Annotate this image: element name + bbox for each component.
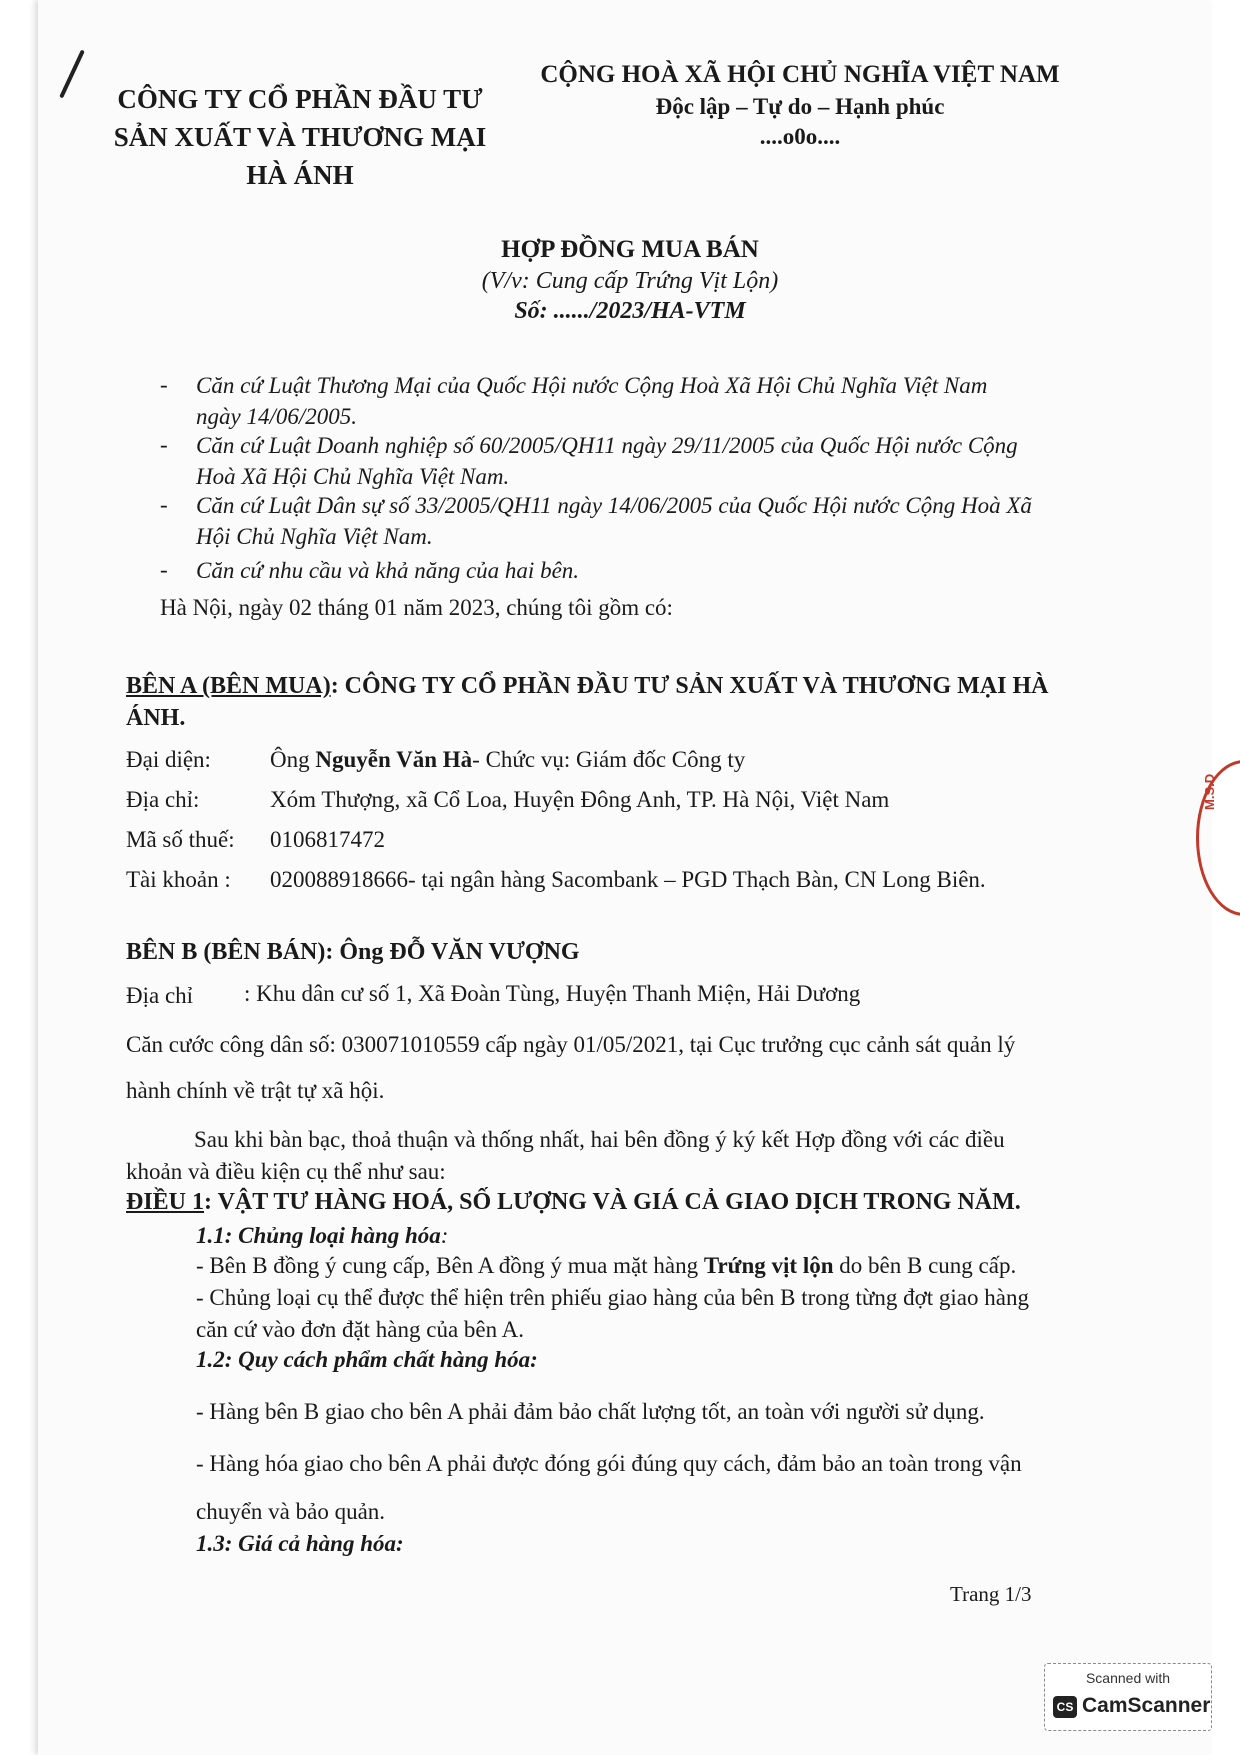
- subsection-1-2-heading: 1.2: Quy cách phẩm chất hàng hóa:: [196, 1347, 538, 1372]
- party-a-name-continued: ÁNH.: [126, 705, 186, 731]
- watermark-caption: Scanned with: [1085, 1670, 1171, 1686]
- company-header: [100, 80, 500, 194]
- page-number: Trang 1/3: [950, 1582, 1032, 1606]
- rep-position: - Chức vụ: Giám đốc Công ty: [472, 747, 746, 772]
- national-ornament: ....o0o....: [759, 124, 841, 149]
- party-b-heading: BÊN B (BÊN BÁN): Ông ĐỖ VĂN VƯỢNG: [126, 939, 580, 965]
- party-a-representative: [270, 744, 1150, 776]
- company-stamp-text: M.S.D: [1202, 773, 1217, 810]
- camscanner-watermark: [1044, 1663, 1212, 1731]
- rep-title: Ông: [270, 747, 316, 772]
- party-a-account: 020088918666- tại ngân hàng Sacombank – PGD Thạch Bàn, CN Long Biên.: [270, 867, 986, 892]
- party-b-id-block: [126, 1022, 1166, 1114]
- national-title: CỘNG HOÀ XÃ HỘI CHỦ NGHĨA VIỆT NAM: [540, 61, 1060, 88]
- item-line: chuyển và bảo quản.: [196, 1499, 386, 1524]
- date-line: Hà Nội, ngày 02 tháng 01 năm 2023, chúng tôi gồm có:: [160, 595, 673, 620]
- party-a-address: Xóm Thượng, xã Cổ Loa, Huyện Đông Anh, TP. Hà Nội, Việt Nam: [270, 787, 890, 812]
- rep-name: Nguyễn Văn Hà: [315, 747, 473, 772]
- subsection-1-3-heading: 1.3: Giá cả hàng hóa:: [196, 1531, 404, 1556]
- party-a-tax-label: Mã số thuế:: [126, 827, 235, 852]
- legal-basis-item: [196, 430, 1156, 492]
- contract-subject: (V/v: Cung cấp Trứng Vịt Lộn): [481, 268, 779, 294]
- intro-line: Sau khi bàn bạc, thoả thuận và thống nhất, hai bên đồng ý ký kết Hợp đồng với các điều: [194, 1127, 1005, 1152]
- article-1-title: : VẬT TƯ HÀNG HOÁ, SỐ LƯỢNG VÀ GIÁ CẢ GIAO DỊCH TRONG NĂM.: [204, 1189, 1021, 1215]
- subsection-colon: :: [440, 1223, 449, 1248]
- contract-number: Số: ....../2023/HA-VTM: [514, 298, 746, 324]
- legal-basis-line: Hội Chủ Nghĩa Việt Nam.: [196, 524, 433, 549]
- party-a-name: : CÔNG TY CỔ PHẦN ĐẦU TƯ SẢN XUẤT VÀ THƯƠNG MẠI HÀ: [330, 673, 1049, 699]
- company-name-line-2: SẢN XUẤT VÀ THƯƠNG MẠI: [113, 122, 487, 152]
- party-b-id-line: Căn cước công dân số: 030071010559 cấp ngày 01/05/2021, tại Cục trưởng cục cảnh sát quản lý: [126, 1032, 1016, 1057]
- party-a-heading: [126, 670, 1156, 734]
- item-line: - Hàng hóa giao cho bên A phải được đóng gói đúng quy cách, đảm bảo an toàn trong vận: [196, 1451, 1022, 1476]
- party-b-id-line: hành chính về trật tự xã hội.: [126, 1078, 385, 1103]
- intro-line: khoản và điều kiện cụ thể như sau:: [126, 1159, 446, 1184]
- legal-basis-line: Hoà Xã Hội Chủ Nghĩa Việt Nam.: [196, 464, 510, 489]
- item-line: - Chủng loại cụ thể được thể hiện trên phiếu giao hàng của bên B trong từng đợt giao hàng: [196, 1285, 1029, 1310]
- list-dash: -: [160, 432, 168, 457]
- subsection-1-1-item: [196, 1282, 1176, 1346]
- party-a-tax-code: 0106817472: [270, 827, 385, 852]
- legal-basis-line: ngày 14/06/2005.: [196, 404, 357, 429]
- subsection-title: 1.1: Chủng loại hàng hóa: [196, 1223, 441, 1248]
- legal-basis-item: [196, 555, 1156, 586]
- item-text: do bên B cung cấp.: [833, 1253, 1017, 1278]
- party-a-label: BÊN A (BÊN MUA): [126, 673, 331, 699]
- intro-paragraph: [126, 1124, 1166, 1188]
- party-a-account-label: Tài khoản :: [126, 867, 231, 892]
- national-motto: Độc lập – Tự do – Hạnh phúc: [655, 94, 945, 119]
- legal-basis-item: [196, 490, 1156, 552]
- contract-title: HỢP ĐỒNG MUA BÁN: [501, 236, 759, 263]
- subsection-1-1-heading: [196, 1220, 448, 1252]
- legal-basis-line: Căn cứ Luật Dân sự số 33/2005/QH11 ngày 14/06/2005 của Quốc Hội nước Cộng Hoà Xã: [196, 493, 1032, 518]
- party-a-rep-label: Đại diện:: [126, 747, 211, 772]
- article-1-heading: [126, 1186, 1166, 1218]
- list-dash: -: [160, 557, 168, 582]
- contract-title-block: [330, 234, 930, 326]
- party-a-address-label: Địa chỉ:: [126, 787, 200, 812]
- legal-basis-line: Căn cứ Luật Doanh nghiệp số 60/2005/QH11 ngày 29/11/2005 của Quốc Hội nước Cộng: [196, 433, 1018, 458]
- list-dash: -: [160, 372, 168, 397]
- product-name: Trứng vịt lộn: [703, 1253, 834, 1278]
- article-1-label: ĐIỀU 1: [126, 1189, 205, 1215]
- item-line: căn cứ vào đơn đặt hàng của bên A.: [196, 1317, 524, 1342]
- company-name-line-3: HÀ ÁNH: [246, 160, 354, 190]
- national-header: [530, 58, 1070, 152]
- party-b-address-label: Địa chỉ: [126, 983, 194, 1008]
- legal-basis-item: [196, 370, 1156, 432]
- party-b-address: : Khu dân cư số 1, Xã Đoàn Tùng, Huyện Thanh Miện, Hải Dương: [244, 981, 861, 1006]
- legal-basis-line: Căn cứ nhu cầu và khả năng của hai bên.: [196, 558, 580, 583]
- company-name-line-1: CÔNG TY CỔ PHẦN ĐẦU TƯ: [117, 84, 483, 114]
- subsection-1-2-item: - Hàng bên B giao cho bên A phải đảm bảo chất lượng tốt, an toàn với người sử dụng.: [196, 1399, 985, 1424]
- camscanner-logo-icon: CS: [1053, 1696, 1077, 1718]
- subsection-1-1-item: [196, 1250, 1176, 1282]
- item-text: - Bên B đồng ý cung cấp, Bên A đồng ý mua mặt hàng: [196, 1253, 704, 1278]
- subsection-1-2-item: [196, 1440, 1176, 1536]
- list-dash: -: [160, 492, 168, 517]
- legal-basis-line: Căn cứ Luật Thương Mại của Quốc Hội nước Cộng Hoà Xã Hội Chủ Nghĩa Việt Nam: [196, 373, 988, 398]
- watermark-brand: CamScanner: [1082, 1694, 1211, 1717]
